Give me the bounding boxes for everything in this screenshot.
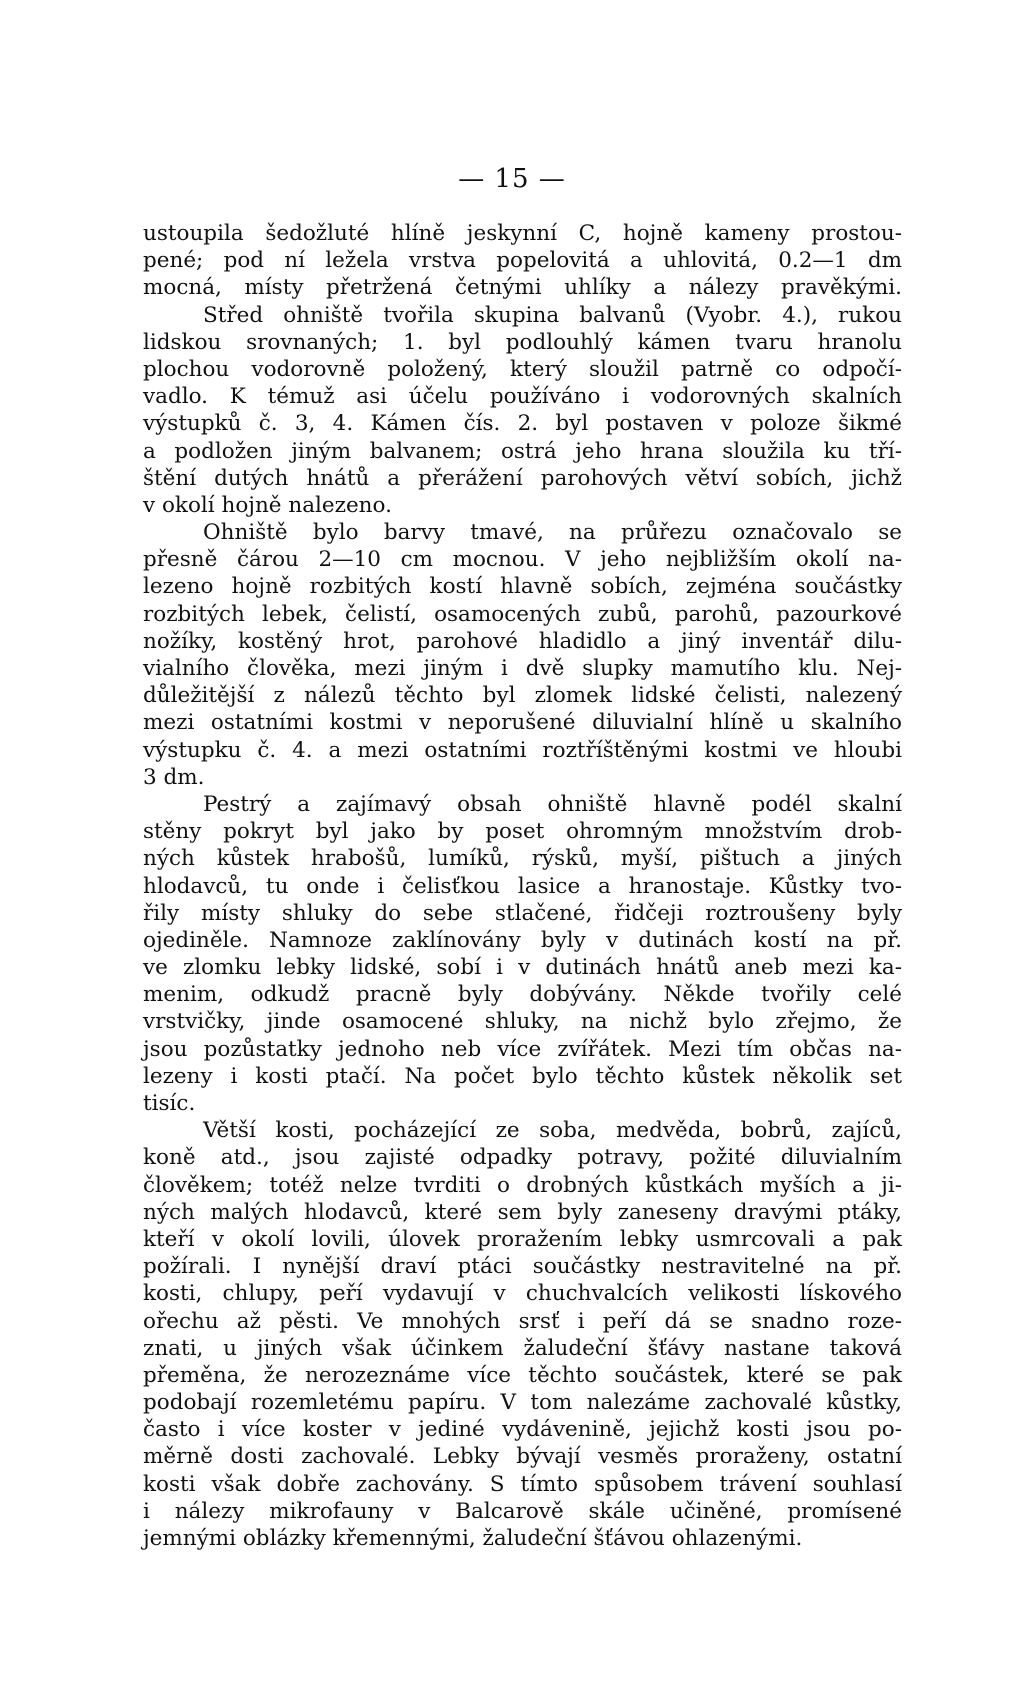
text-line: vrstvičky, jinde osamocené shluky, na nichž bylo zřejmo, že [143,1009,902,1035]
text-line: důležitější z nálezů těchto byl zlomek lidské čelisti, nalezený [143,683,902,709]
text-line: mezi ostatními kostmi v neporušené diluvialní hlíně u skalního [143,710,902,736]
text-line: jsou pozůstatky jednoho neb více zvířátek. Mezi tím občas na- [143,1036,902,1062]
text-line: a podložen jiným balvanem; ostrá jeho hrana sloužila ku tří- [143,438,902,464]
text-line: ných kůstek hrabošů, lumíků, rýsků, myší, pištuch a jiných [143,846,902,872]
text-line: lezeno hojně rozbitých kostí hlavně sobích, zejména součástky [143,574,902,600]
text-line: lidskou srovnaných; 1. byl podlouhlý kámen tvaru hranolu [143,329,902,355]
body-text [143,220,902,1552]
text-line: v okolí hojně nalezeno. [143,492,392,518]
text-line: nožíky, kostěný hrot, parohové hladidlo a jiný inventář dilu- [143,628,902,654]
text-line: tisíc. [143,1091,196,1116]
text-line: znati, u jiných však účinkem žaludeční šťávy nastane taková [143,1335,902,1361]
text-line: kosti však dobře zachovány. S tímto spůsobem trávení souhlasí [143,1471,902,1497]
text-line: přesně čárou 2—10 cm mocnou. V jeho nejbližším okolí na- [143,547,902,573]
text-line: ořechu až pěsti. Ve mnohých srsť i peří dá se snadno roze- [143,1308,902,1334]
text-line: ve zlomku lebky lidské, sobí i v dutinách hnátů aneb mezi ka- [143,955,902,981]
text-line: 3 dm. [143,764,205,790]
text-line: hlodavců, tu onde i čelisťkou lasice a hranostaje. Kůstky tvo- [143,873,902,899]
text-line: i nálezy mikrofauny v Balcarově skále učiněné, promísené [143,1498,902,1524]
text-line: výstupků č. 3, 4. Kámen čís. 2. byl postaven v poloze šikmé [143,411,902,437]
text-line: požírali. I nynější draví ptáci součástky nestravitelné na př. [143,1254,902,1280]
text-line: štění dutých hnátů a přerážení parohových větví sobích, jichž [143,465,902,491]
text-line: ustoupila šedožluté hlíně jeskynní C, hojně kameny prostou- [143,221,902,246]
text-line: plochou vodorovně položený, který sloužil patrně co odpočí- [143,356,902,382]
text-line: rozbitých lebek, čelistí, osamocených zubů, parohů, pazourkové [143,601,902,627]
text-line: Střed ohniště tvořila skupina balvanů (Vyobr. 4.), rukou [203,302,902,328]
text-line: lezeny i kosti ptačí. Na počet bylo těchto kůstek několik set [143,1063,902,1089]
text-line: ných malých hlodavců, které sem byly zaneseny dravými ptáky, [143,1199,902,1225]
text-line: vialního člověka, mezi jiným i dvě slupky mamutího klu. Nej- [143,656,902,681]
text-line: kteří v okolí lovili, úlovek proražením lebky usmrcovali a pak [143,1226,902,1252]
text-line: pené; pod ní ležela vrstva popelovitá a uhlovitá, 0.2—1 dm [143,248,902,274]
text-line: stěny pokryt byl jako by poset ohromným množstvím drob- [143,819,902,845]
text-line: ojediněle. Namnoze zaklínovány byly v dutinách kostí na př. [143,927,902,953]
text-line: koně atd., jsou zajisté odpadky potravy, požité diluvialním [143,1145,902,1171]
text-line: řily místy shluky do sebe stlačené, řidčeji roztroušeny byly [143,900,902,926]
text-line: menim, odkudž pracně byly dobývány. Někde tvořily celé [143,982,902,1008]
text-line: Pestrý a zajímavý obsah ohniště hlavně podél skalní [203,791,902,817]
text-line: přeměna, že nerozeznáme více těchto součástek, které se pak [143,1362,902,1388]
text-line: člověkem; totéž nelze tvrditi o drobných kůstkách myších a ji- [143,1172,902,1198]
text-line: jemnými oblázky křemennými, žaludeční šťávou ohlazenými. [143,1526,803,1551]
text-line: Větší kosti, pocházející ze soba, medvěda, bobrů, zajíců, [203,1118,902,1144]
page-number: — 15 — [458,164,566,194]
text-line: výstupku č. 4. a mezi ostatními roztříštěnými kostmi ve hloubi [143,737,902,763]
text-line: Ohniště bylo barvy tmavé, na průřezu označovalo se [203,520,902,546]
text-line: měrně dosti zachovalé. Lebky bývají vesměs proraženy, ostatní [143,1444,902,1470]
text-line: mocná, místy přetržená četnými uhlíky a nálezy pravěkými. [143,275,902,301]
text-line: často i více koster v jediné vydávenině, jejichž kosti jsou po- [143,1417,902,1443]
text-line: vadlo. K témuž asi účelu používáno i vodorovných skalních [143,384,902,410]
text-line: podobají rozemletému papíru. V tom nalezáme zachovalé kůstky, [143,1390,902,1416]
text-line: kosti, chlupy, peří vydavují v chuchvalcích velikosti lískového [143,1281,902,1307]
